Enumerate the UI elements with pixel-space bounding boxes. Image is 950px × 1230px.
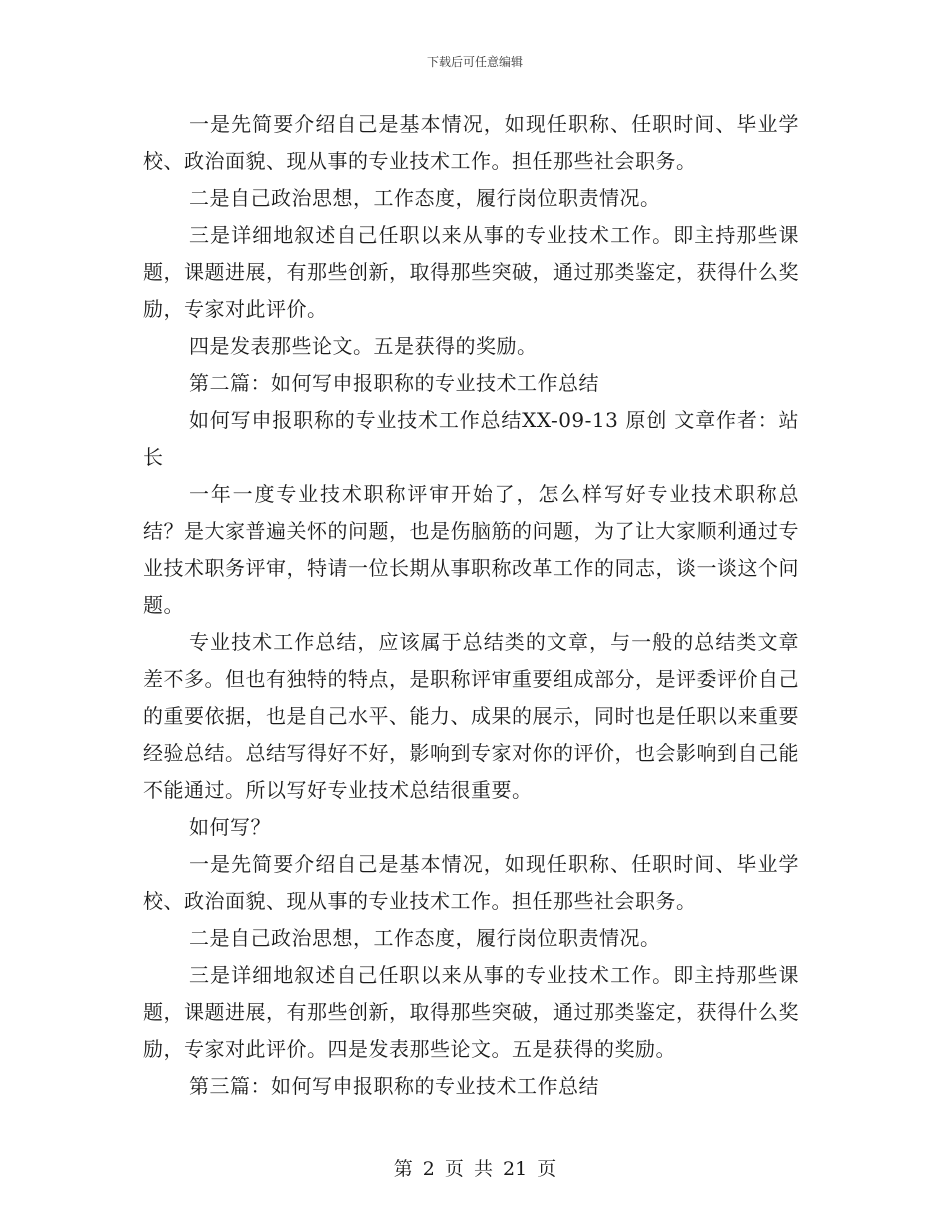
paragraph: 一是先简要介绍自己是基本情况，如现任职称、任职时间、毕业学校、政治面貌、现从事的专业技术工作。担任那些社会职务。 <box>143 852 799 913</box>
document-body <box>143 106 799 1105</box>
paragraph: 一是先简要介绍自己是基本情况，如现任职称、任职时间、毕业学校、政治面貌、现从事的专业技术工作。担任那些社会职务。 <box>143 112 799 173</box>
paragraph: 四是发表那些论文。五是获得的奖励。 <box>189 334 538 358</box>
article-byline: 如何写申报职称的专业技术工作总结XX-09-13 原创 文章作者：站长 <box>143 408 799 469</box>
paragraph: 二是自己政治思想，工作态度，履行岗位职责情况。 <box>189 186 661 210</box>
section-heading: 第二篇：如何写申报职称的专业技术工作总结 <box>189 371 599 395</box>
paragraph: 一年一度专业技术职称评审开始了，怎么样写好专业技术职称总结？是大家普遍关怀的问题，也是伤脑筋的问题，为了让大家顺利通过专业技术职务评审，特请一位长期从事职称改革工作的同志，谈一谈这个问题。 <box>143 482 799 617</box>
paragraph: 二是自己政治思想，工作态度，履行岗位职责情况。 <box>189 926 661 950</box>
paragraph: 专业技术工作总结，应该属于总结类的文章，与一般的总结类文章差不多。但也有独特的特点，是职称评审重要组成部分，是评委评价自己的重要依据，也是自己水平、能力、成果的展示，同时也是任职以来重要经验总结。总结写得好不好，影响到专家对你的评价，也会影响到自己能不能通过。所以写好专业技术总结很重要。 <box>143 630 799 802</box>
page-number: 第 2 页 共 21 页 <box>393 1158 557 1180</box>
paragraph: 三是详细地叙述自己任职以来从事的专业技术工作。即主持那些课题，课题进展，有那些创新，取得那些突破，通过那类鉴定，获得什么奖励，专家对此评价。四是发表那些论文。五是获得的奖励。 <box>143 963 799 1061</box>
paragraph: 三是详细地叙述自己任职以来从事的专业技术工作。即主持那些课题，课题进展，有那些创新，取得那些突破，通过那类鉴定，获得什么奖励，专家对此评价。 <box>143 223 799 321</box>
section-heading: 第三篇：如何写申报职称的专业技术工作总结 <box>189 1074 599 1098</box>
page-header: 下载后可任意编辑 <box>426 55 523 69</box>
paragraph: 如何写？ <box>189 815 271 839</box>
